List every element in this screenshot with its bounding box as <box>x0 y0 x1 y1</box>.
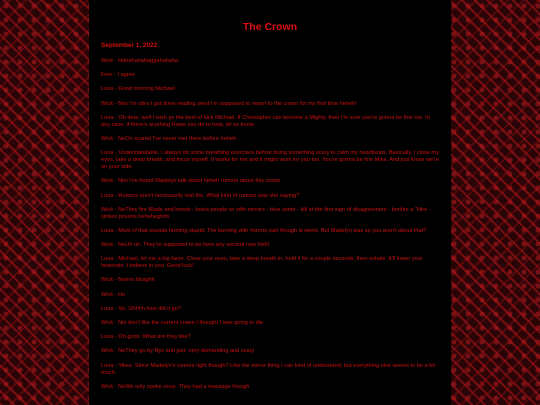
chat-line: Wick - NeWe only spoke once. They had a massage though <box>101 383 250 390</box>
chat-line: Wick - Nini I've heard Madelyn talk about heheh rumors about this crown <box>101 178 281 185</box>
chat-line: Wick - Hahahahahaggahahaha <box>101 58 179 64</box>
chat-line: Wick - NeOn scared I've never met them before heheh <box>101 135 237 142</box>
chat-line: Fern - I agree <box>101 72 135 79</box>
entry-date: September 1, 2022 <box>101 42 158 49</box>
chat-line: Wick - Nini I'm ultra I got done reading send I'm supposed to report to the crown for my first time heheh! <box>101 100 357 107</box>
chat-line: Luna - Oh gods. What are they like? <box>101 334 191 341</box>
page-title: The Crown <box>242 21 298 33</box>
chat-line: Wick - Nnnnn bhaghh <box>101 277 155 284</box>
chat-line: Wick - NeUh oh. They're supposed to be here any second now NeN <box>101 242 269 249</box>
chat-line: Wick - NeThey go by Nyx and just- very demanding and scary <box>101 348 255 355</box>
chat-line: Luna - Oh dear, well I wish ye the best of luck Michael. If Christopher can become a Mighty, then I'm sure you're gonna be fine too. In any case, if there's anything Rowe can do to help, let us know. <box>101 114 430 128</box>
chat-log <box>101 58 439 391</box>
chat-line: Luna - So. Uhhhh how did it go? <box>101 305 181 312</box>
chat-line: Luna - Michael, let me a big favor. Close your eyes, take a deep breath in, hold it for a couple seconds, then exhale. It'll lower your heartrate. I believe in you. Good luck! <box>101 256 423 270</box>
background-pattern-right <box>451 0 540 405</box>
chat-line: Luna - Yikes. Since Madelyn's rumors right though? Like the mirror thing I can kind of understand, but everything else seems to be a bit much. <box>101 362 436 376</box>
chat-line: Luna - Understandable. I always do some breathing exercises before doing something scary to calm my heartbeats. Basically, I close my eyes, take a deep breath, and focus myself. It works for me and it might work for you too. You're gonna be fine Mike. And just know we're on your side. <box>101 150 439 171</box>
chat-line: Luna - Most of that sounds farming stupid. The burning with mirrors part though is weird. But Madelyn was so you aren't about that? <box>101 227 427 234</box>
background-pattern-left <box>0 0 89 405</box>
main-content <box>89 0 451 405</box>
chat-line: Wick - NeThey fire Blade and bonds - bolsa people w/ with mirrors - blue sortie - kill at the first sign of disagreement - bonfire a "Hire - strikes prisons heheheghhh <box>101 206 431 220</box>
chat-line: Wick - Ho <box>101 291 126 298</box>
chat-line: Luna - Good morning Michael <box>101 86 175 93</box>
chat-line: Luna - Rumors aren't necessarily real tho. What kind of rumors was she saying? <box>101 192 300 199</box>
chat-line: Wick - Nni don't like the current crown I thought I was going to die <box>101 320 264 326</box>
